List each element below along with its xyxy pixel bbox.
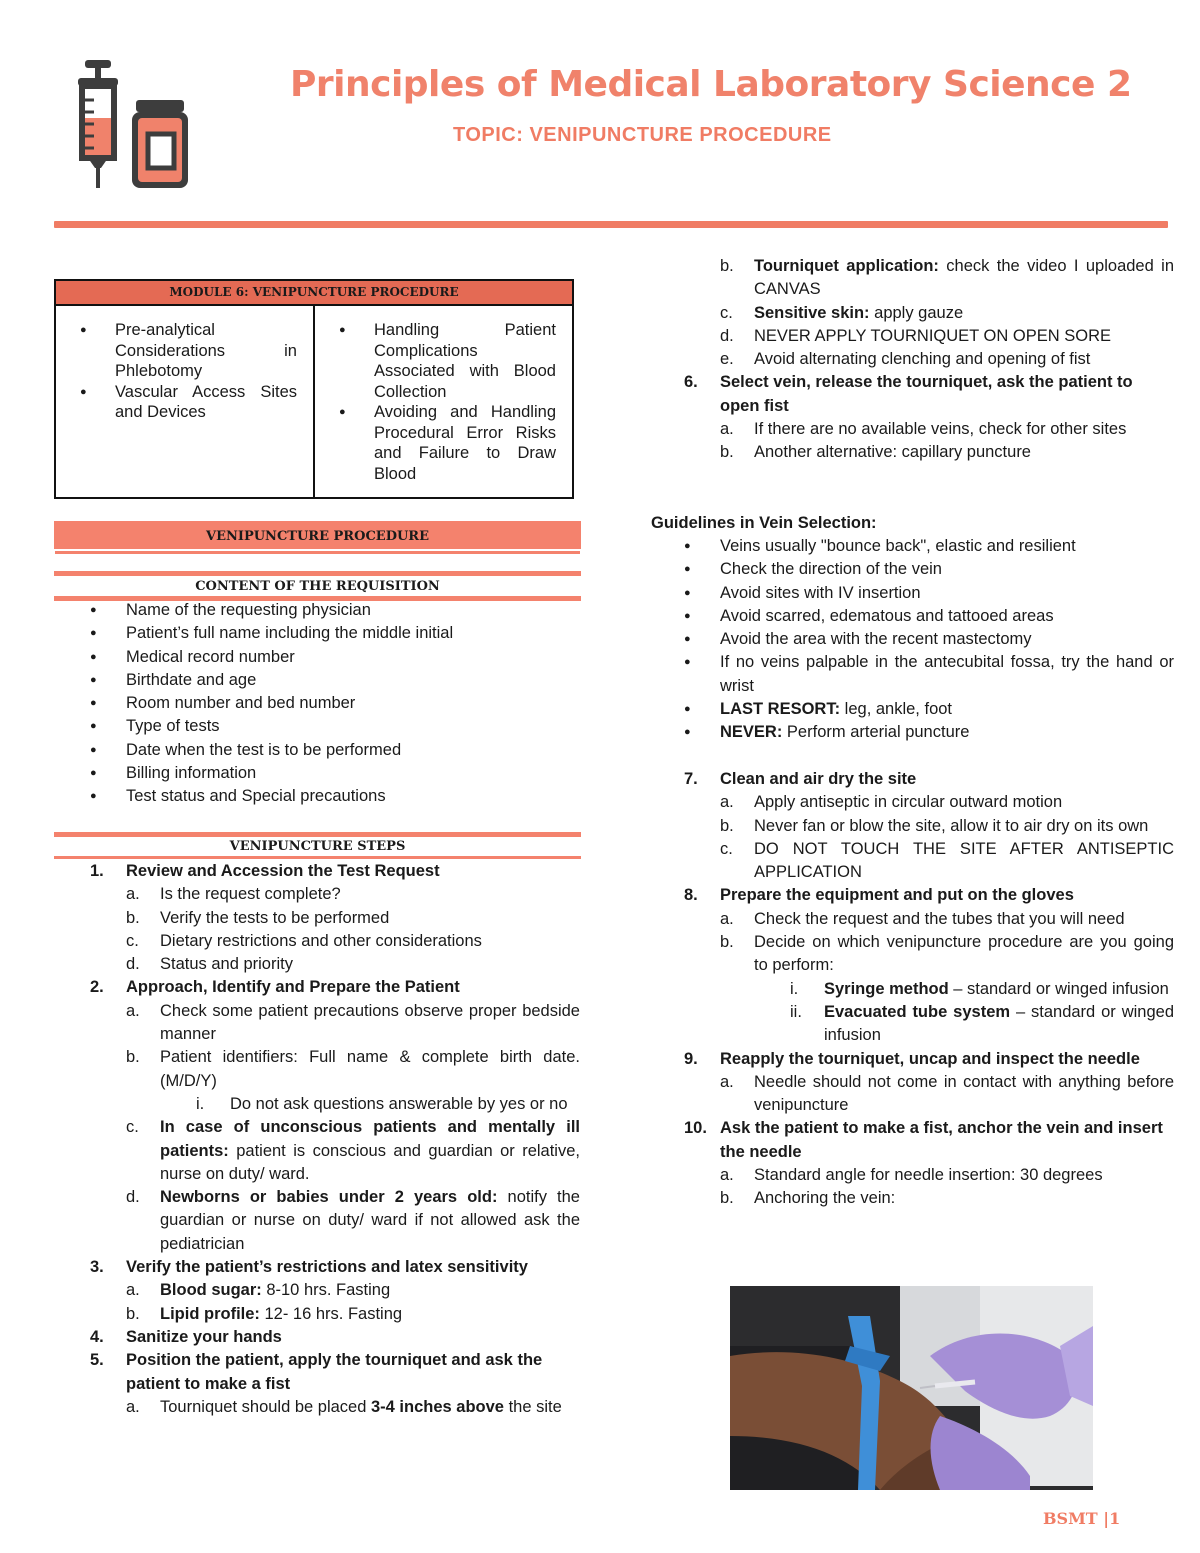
list-item: ● LAST RESORT: leg, ankle, foot (684, 698, 1174, 721)
step-5: 5. Position the patient, apply the tourniquet and ask the patient to make a fist a. Tourniquet should be placed 3-4 inches above the site (90, 1351, 562, 1416)
document-topic: TOPIC: VENIPUNCTURE PROCEDURE (453, 124, 832, 146)
step-9: 9. Reapply the tourniquet, uncap and inspect the needle a. Needle should not come in contact with anything before venipuncture (684, 1049, 1174, 1115)
section-divider (54, 571, 581, 576)
module-table (54, 279, 574, 499)
guidelines-title: Guidelines in Vein Selection: (651, 514, 877, 532)
step-10: 10. Ask the patient to make a fist, anchor the vein and insert the needle a. Standard angle for needle insertion: 30 degrees b. Anchoring the vein: (684, 1119, 1163, 1208)
requisition-list (90, 599, 580, 809)
list-item: ● Handling Patient Complications Associated with Blood Collection (339, 320, 556, 402)
page-footer: BSMT |1 (1043, 1509, 1121, 1528)
section-title: VENIPUNCTURE STEPS (229, 839, 406, 854)
list-item: ● Date when the test is to be performed (90, 739, 580, 762)
step-8: 8. Prepare the equipment and put on the gloves a. Check the request and the tubes that you will need b. Decide on which venipuncture procedure are you going to perform: i. Syringe method – standard or winged infusion ii. Evacuated tube system – standard or winged infusion (684, 886, 1174, 1045)
module-col-right (313, 306, 572, 497)
step-7: 7. Clean and air dry the site a. Apply antiseptic in circular outward motion b. Never fan or blow the site, allow it to air dry on its own c. DO NOT TOUCH THE SITE AFTER ANTISEPTIC APPLICATION (684, 770, 1174, 882)
list-item: ● Birthdate and age (90, 669, 580, 692)
syringe-and-vial-icon (72, 56, 192, 190)
list-item: ● NEVER: Perform arterial puncture (684, 721, 1174, 744)
step-4: 4. Sanitize your hands (90, 1327, 282, 1346)
header-divider (54, 221, 1168, 228)
steps-right (684, 768, 1174, 1211)
list-item: ● Room number and bed number (90, 692, 580, 715)
module-col-left (56, 306, 313, 497)
section-divider (54, 832, 581, 837)
list-item: ● Test status and Special precautions (90, 785, 580, 808)
section-divider (54, 856, 581, 859)
module-table-title: MODULE 6: VENIPUNCTURE PROCEDURE (56, 281, 572, 306)
step-6: 6. Select vein, release the tourniquet, ask the patient to open fist a. If there are no available veins, check for other sites b. Another alternative: capillary puncture (684, 373, 1133, 462)
list-item: ● Patient’s full name including the middle initial (90, 622, 580, 645)
list-item: ● Pre-analytical Considerations in Phlebotomy (80, 320, 297, 382)
step-3: 3. Verify the patient’s restrictions and latex sensitivity a. Blood sugar: 8-10 hrs. Fasting b. Lipid profile: 12- 16 hrs. Fasting (90, 1258, 528, 1323)
list-item: ● Type of tests (90, 715, 580, 738)
venipuncture-photo (730, 1286, 1093, 1490)
list-item: ● Check the direction of the vein (684, 558, 1174, 581)
list-item: ● Veins usually "bounce back", elastic and resilient (684, 535, 1174, 558)
list-item: ● Billing information (90, 762, 580, 785)
list-item: ● If no veins palpable in the antecubital fossa, try the hand or wrist (684, 651, 1174, 698)
step-2: 2. Approach, Identify and Prepare the Patient a. Check some patient precautions observe proper bedside manner b. Patient identifiers: Full name & complete birth date.(M/D/Y) i. Do not ask questions answerable by yes or no c. In case of unconscious patients and mentally ill patients: patient is conscious and guardian or relative, nurse on duty/ ward. d. Newborns or babies under 2 years old: notify the guardian or nurse on duty/ ward if not allowed ask the pediatrician (90, 978, 580, 1253)
steps-right-top: b. Tourniquet application: check the video I uploaded in CANVAS c. Sensitive skin: apply gauze d. NEVER APPLY TOURNIQUET ON OPEN SORE e. Avoid alternating clenching and opening of fist 6. Select vein, release the tourniquet, ask the patient to open fist a. If there are no available veins, check for other sites b. Another alternative: capillary puncture (684, 255, 1174, 465)
steps-left (90, 860, 580, 1419)
list-item: ● Vascular Access Sites and Devices (80, 382, 297, 423)
step-1: 1. Review and Accession the Test Request a. Is the request complete? b. Verify the tests to be performed c. Dietary restrictions and other considerations d. Status and priority (90, 862, 482, 974)
document-title: Principles of Medical Laboratory Science 2 (290, 64, 1132, 105)
section-title: VENIPUNCTURE PROCEDURE (205, 529, 430, 544)
guidelines-list (684, 535, 1174, 745)
list-item: ● Avoiding and Handling Procedural Error Risks and Failure to Draw Blood (339, 402, 556, 484)
list-item: ● Medical record number (90, 646, 580, 669)
list-item: ● Name of the requesting physician (90, 599, 580, 622)
list-item: ● Avoid scarred, edematous and tattooed areas (684, 605, 1174, 628)
section-title: CONTENT OF THE REQUISITION (195, 579, 440, 594)
list-item: ● Avoid sites with IV insertion (684, 582, 1174, 605)
list-item: ● Avoid the area with the recent mastectomy (684, 628, 1174, 651)
